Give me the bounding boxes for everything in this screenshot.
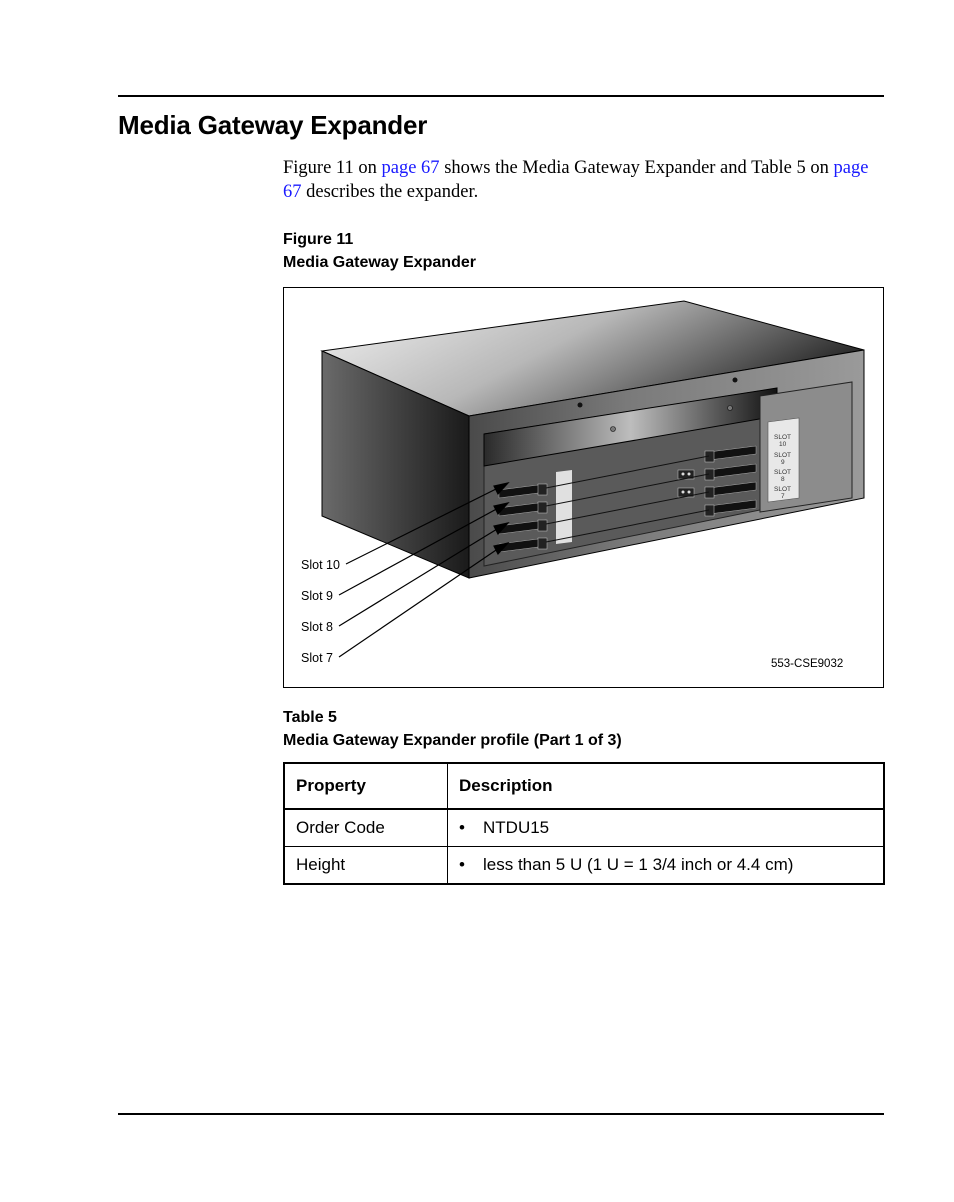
slot-7-label: Slot 7	[301, 651, 333, 665]
cell-property: Order Code	[284, 809, 448, 847]
figure-id: 553-CSE9032	[771, 658, 844, 670]
figure-label: Figure 11	[283, 231, 354, 248]
screw-2	[733, 378, 738, 383]
header-rule	[118, 95, 884, 97]
cell-description	[448, 809, 885, 847]
panel-label-9-num: 9	[781, 459, 785, 466]
header-property: Property	[284, 763, 448, 809]
panel-label-7-word: SLOT	[774, 486, 791, 493]
cell-description	[448, 847, 885, 885]
panel-label-8-num: 8	[781, 476, 785, 483]
section-heading: Media Gateway Expander	[118, 110, 428, 140]
panel-label-10-num: 10	[779, 441, 787, 448]
panel-label-9-word: SLOT	[774, 452, 791, 459]
page-link-2[interactable]: page 67	[283, 158, 869, 202]
panel-label-7-num: 7	[781, 493, 785, 500]
figure-caption	[283, 228, 476, 274]
table-caption	[283, 706, 622, 752]
intro-text-3: describes the expander.	[301, 182, 479, 202]
description-text: NTDU15	[483, 818, 550, 837]
table-row	[284, 809, 884, 847]
figure-title: Media Gateway Expander	[283, 254, 476, 271]
bullet: •	[459, 855, 465, 874]
footer-rule	[118, 1113, 884, 1115]
table-label: Table 5	[283, 709, 337, 726]
bullet: •	[459, 818, 465, 837]
slot-8-label: Slot 8	[301, 620, 333, 634]
figure-frame	[283, 287, 884, 688]
intro-paragraph	[283, 156, 883, 204]
slot-9-label: Slot 9	[301, 589, 333, 603]
intro-text-1: Figure 11 on	[283, 158, 382, 178]
screw-4	[728, 406, 733, 411]
profile-table	[283, 762, 885, 885]
description-text: less than 5 U (1 U = 1 3/4 inch or 4.4 cm)	[483, 855, 794, 874]
cell-property: Height	[284, 847, 448, 885]
white-strip	[556, 470, 572, 544]
header-description: Description	[448, 763, 885, 809]
slot-10-label: Slot 10	[301, 558, 340, 572]
screw-1	[578, 403, 583, 408]
panel-label-10-word: SLOT	[774, 434, 791, 441]
panel-label-8-word: SLOT	[774, 469, 791, 476]
expander-illustration	[284, 288, 883, 687]
screw-3	[611, 427, 616, 432]
intro-text-2: shows the Media Gateway Expander and Table 5 on	[439, 158, 834, 178]
page-link-1[interactable]: page 67	[381, 158, 440, 178]
table-row	[284, 847, 884, 885]
table-header-row	[284, 763, 884, 809]
table-title: Media Gateway Expander profile (Part 1 of 3)	[283, 732, 622, 749]
